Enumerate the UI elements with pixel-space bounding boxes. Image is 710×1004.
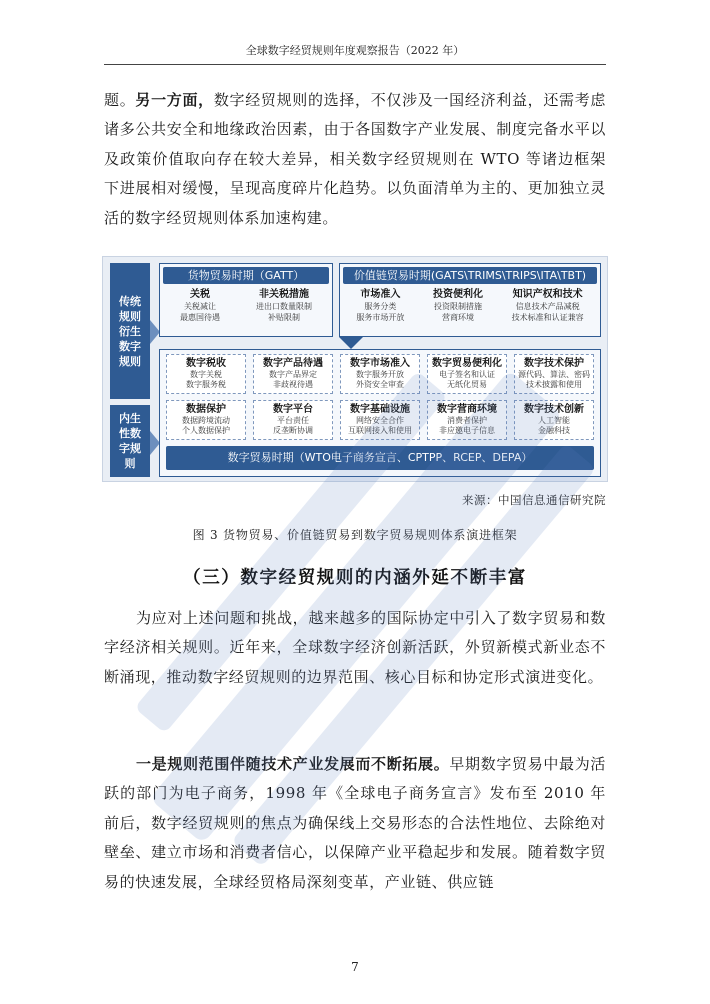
rule-cell <box>166 400 246 440</box>
cell-line: 反垄断协调 <box>273 426 313 435</box>
cell-line: 关税减让 <box>184 302 216 311</box>
cell-title: 数字产品待遇 <box>263 358 323 369</box>
cell-line: 技术标准和认证兼容 <box>511 313 584 322</box>
cell-line: 数据跨境流动 <box>182 416 230 425</box>
cell-title: 市场准入 <box>360 289 401 300</box>
cell-title: 数据保护 <box>186 404 226 415</box>
cell-title: 数字技术创新 <box>524 404 584 415</box>
cell-title: 数字市场准入 <box>350 358 410 369</box>
cell-line: 数字服务税 <box>186 380 226 389</box>
cell-line: 非歧视待遇 <box>273 380 313 389</box>
paragraph-3-text: 早期数字贸易中最为活跃的部门为电子商务，1998 年《全球电子商务宣言》发布至 2010 年前后，数字经贸规则的焦点为确保线上交易形态的合法性地位、去除绝对壁垒、建立市场和消费者信心，以保障产业平稳起步和发展。随着数字贸易的快速发展，全球经贸格局深刻变革，产业链、供应链 <box>104 755 606 891</box>
gatt-cell <box>180 288 220 323</box>
rule-cell <box>514 400 594 440</box>
gvc-panel-title: 价值链贸易时期(GATS\TRIMS\TRIPS\ITA\TBT) <box>343 267 597 284</box>
cell-line: 平台责任 <box>277 416 309 425</box>
cell-line: 源代码、算法、密码 <box>518 370 590 379</box>
paragraph-3-bold: 一是规则范围伴随技术产业发展而不断拓展。 <box>136 755 450 773</box>
cell-line: 补贴限制 <box>268 313 300 322</box>
figure-source: 来源：中国信息通信研究院 <box>462 493 606 507</box>
cell-title: 数字技术保护 <box>524 358 584 369</box>
cell-title: 数字营商环境 <box>437 404 497 415</box>
figure-caption: 图 3 货物贸易、价值链贸易到数字贸易规则体系演进框架 <box>192 528 518 542</box>
paragraph-1-lead: 题。 <box>104 91 136 109</box>
cell-line: 网络安全合作 <box>356 416 404 425</box>
gvc-cell <box>433 288 483 323</box>
digital-trade-period-bar: 数字贸易时期（WTO电子商务宣言、CPTPP、RCEP、DEPA） <box>166 446 594 470</box>
paragraph-1 <box>104 86 606 233</box>
cell-line: 营商环境 <box>441 313 474 322</box>
cell-line: 非应邀电子信息 <box>439 426 495 435</box>
cell-line: 电子签名和认证 <box>439 370 495 379</box>
cell-title: 非关税措施 <box>259 289 309 300</box>
cell-line: 金融科技 <box>538 426 570 435</box>
paragraph-1-bold: 另一方面， <box>135 91 214 109</box>
cell-line: 互联网接入和使用 <box>348 426 412 435</box>
cell-title: 数字贸易便利化 <box>432 358 502 369</box>
cell-line: 数字服务开放 <box>356 370 404 379</box>
side-label-endogenous: 内生性数字规则 <box>110 405 150 477</box>
page-number: 7 <box>351 960 359 974</box>
cell-line: 人工智能 <box>538 416 570 425</box>
gatt-panel <box>159 263 333 337</box>
paragraph-3 <box>104 750 606 897</box>
cell-title: 知识产权和技术 <box>512 289 583 300</box>
arrow-down-icon <box>339 337 363 349</box>
rule-cell <box>514 354 594 394</box>
cell-line: 最惠国待遇 <box>180 313 220 322</box>
cell-line: 消费者保护 <box>447 416 487 425</box>
paragraph-1-text: 数字经贸规则的选择，不仅涉及一国经济利益，还需考虑诸多公共安全和地缘政治因素，由于各国数字产业发展、制度完备水平以及政策价值取向存在较大差异，相关数字经贸规则在 WTO 等诸边框架下进展相对缓慢，呈现高度碎片化趋势。以负面清单为主的、更加独立灵活的数字经贸规则体系加速构建。 <box>104 91 606 227</box>
gatt-cell <box>256 288 312 323</box>
cell-line: 无纸化贸易 <box>447 380 487 389</box>
paragraph-2: 为应对上述问题和挑战，越来越多的国际协定中引入了数字贸易和数字经济相关规则。近年来，全球数字经济创新活跃，外贸新模式新业态不断涌现，推动数字经贸规则的边界范围、核心目标和协定形式演进变化。 <box>104 609 606 686</box>
running-header: 全球数字经贸规则年度观察报告（2022 年） <box>104 42 606 65</box>
cell-title: 数字基础设施 <box>350 404 410 415</box>
cell-line: 服务分类 <box>364 302 397 311</box>
side-label-traditional: 传统规则衍生数字规则 <box>110 263 150 399</box>
gvc-cell <box>512 288 584 323</box>
rule-cell <box>340 354 420 394</box>
digital-trade-panel <box>159 349 601 477</box>
cell-line: 数字关税 <box>190 370 222 379</box>
framework-figure <box>102 256 608 482</box>
cell-line: 外资安全审查 <box>356 380 404 389</box>
cell-line: 信息技术产品减税 <box>515 302 580 311</box>
cell-line: 个人数据保护 <box>182 426 230 435</box>
cell-line: 服务市场开放 <box>356 313 405 322</box>
digital-rules-row-1 <box>166 354 594 394</box>
gvc-cell <box>356 288 404 323</box>
cell-title: 关税 <box>190 289 210 300</box>
rule-cell <box>253 354 333 394</box>
rule-cell <box>427 400 507 440</box>
digital-rules-row-2 <box>166 400 594 440</box>
cell-line: 进出口数量限制 <box>256 302 312 311</box>
gatt-panel-title: 货物贸易时期（GATT） <box>163 267 329 284</box>
cell-title: 数字平台 <box>273 404 313 415</box>
cell-line: 技术披露和使用 <box>526 380 582 389</box>
gvc-panel <box>339 263 601 337</box>
cell-title: 投资便利化 <box>432 289 483 300</box>
rule-cell <box>340 400 420 440</box>
cell-title: 数字税收 <box>186 358 226 369</box>
rule-cell <box>166 354 246 394</box>
rule-cell <box>427 354 507 394</box>
rule-cell <box>253 400 333 440</box>
section-heading: （三）数字经贸规则的内涵外延不断丰富 <box>183 568 527 588</box>
cell-line: 数字产品界定 <box>269 370 317 379</box>
cell-line: 投资限制措施 <box>433 302 482 311</box>
